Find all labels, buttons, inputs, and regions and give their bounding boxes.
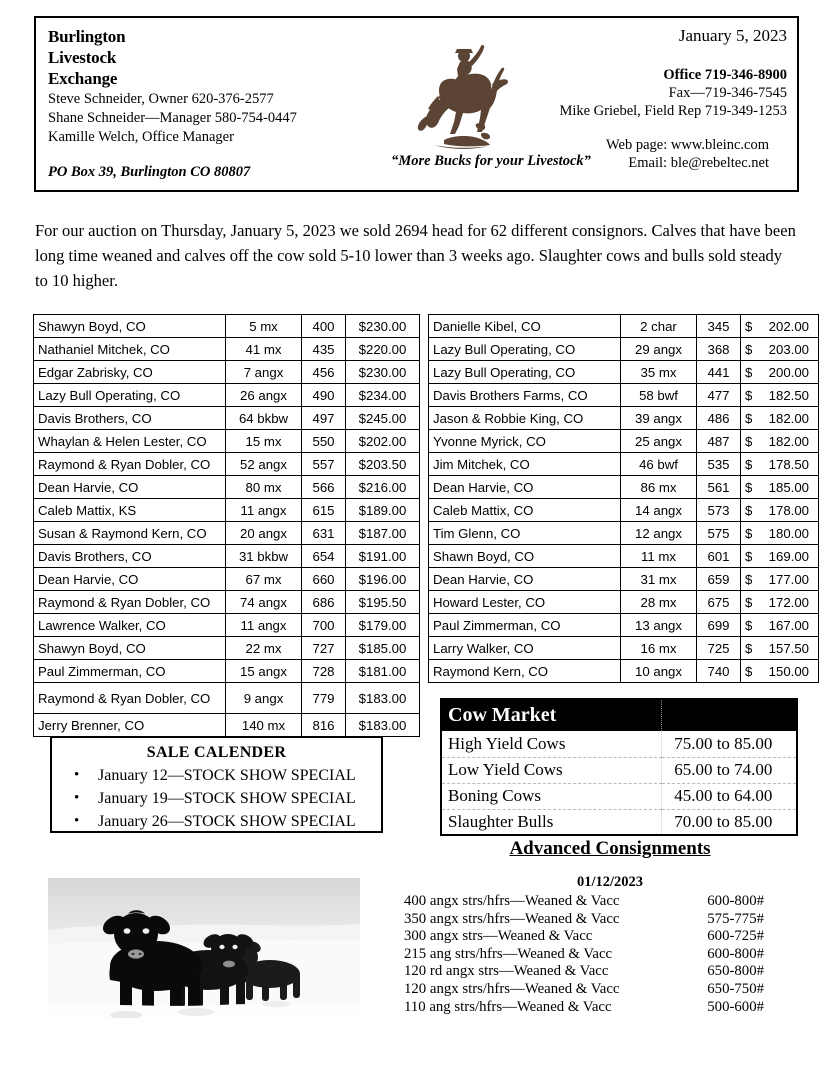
owner-contact: Steve Schneider, Owner 620-376-2577 (48, 91, 274, 107)
cell-amount: 203.00 (759, 338, 819, 361)
cell-name: Caleb Mattix, CO (429, 499, 621, 522)
cell-name: Howard Lester, CO (429, 591, 621, 614)
cell-name: Dean Harvie, CO (429, 568, 621, 591)
cell-price: $202.00 (346, 430, 420, 453)
advanced-consignments-list (404, 893, 764, 1016)
consignment-weight: 575-775# (707, 910, 764, 927)
consignment-row (404, 893, 764, 911)
cell-desc: 31 mx (621, 568, 697, 591)
cell-currency: $ (741, 637, 759, 660)
cell-price: $220.00 (346, 338, 420, 361)
table-row (34, 568, 420, 591)
cell-name: Edgar Zabrisky, CO (34, 361, 226, 384)
company-name-line-3: Exchange (48, 69, 118, 88)
consignment-weight: 600-800# (707, 945, 764, 962)
cell-weight: 400 (302, 315, 346, 338)
cell-name: Dean Harvie, CO (429, 476, 621, 499)
cow-market-title: Cow Market (441, 699, 662, 731)
office-manager-contact: Kamille Welch, Office Manager (48, 129, 234, 145)
table-row (429, 338, 819, 361)
cell-weight: 487 (697, 430, 741, 453)
cell-desc: 64 bkbw (226, 407, 302, 430)
cell-name: Caleb Mattix, KS (34, 499, 226, 522)
field-rep-contact: Mike Griebel, Field Rep 719-349-1253 (559, 103, 787, 119)
cell-name: Jason & Robbie King, CO (429, 407, 621, 430)
table-row (429, 591, 819, 614)
cell-name: Dean Harvie, CO (34, 568, 226, 591)
cell-weight: 699 (697, 614, 741, 637)
cow-market-label: High Yield Cows (441, 731, 662, 757)
web-contact (457, 136, 787, 172)
cell-desc: 20 angx (226, 522, 302, 545)
table-row (34, 637, 420, 660)
cell-desc: 74 angx (226, 591, 302, 614)
table-row (34, 614, 420, 637)
sales-results-table-right (428, 314, 819, 683)
cow-market-value: 70.00 to 85.00 (662, 809, 797, 835)
table-row (429, 568, 819, 591)
cell-amount: 202.00 (759, 315, 819, 338)
cell-desc: 52 angx (226, 453, 302, 476)
cell-currency: $ (741, 384, 759, 407)
cell-weight: 575 (697, 522, 741, 545)
cell-desc: 11 angx (226, 614, 302, 637)
cell-desc: 41 mx (226, 338, 302, 361)
cell-amount: 185.00 (759, 476, 819, 499)
consignment-row (404, 981, 764, 999)
cell-weight: 435 (302, 338, 346, 361)
cell-name: Shawyn Boyd, CO (34, 315, 226, 338)
consignment-description: 110 ang strs/hfrs—Weaned & Vacc (404, 998, 612, 1015)
cell-amount: 172.00 (759, 591, 819, 614)
consignment-description: 215 ang strs/hfrs—Weaned & Vacc (404, 945, 613, 962)
cell-weight: 368 (697, 338, 741, 361)
cell-name: Danielle Kibel, CO (429, 315, 621, 338)
cell-name: Lazy Bull Operating, CO (429, 338, 621, 361)
cow-market-row (441, 757, 797, 783)
cell-desc: 29 angx (621, 338, 697, 361)
cell-price: $234.00 (346, 384, 420, 407)
cell-currency: $ (741, 545, 759, 568)
consignment-weight: 500-600# (707, 998, 764, 1015)
cell-weight: 727 (302, 637, 346, 660)
cell-weight: 654 (302, 545, 346, 568)
cow-market-value: 45.00 to 64.00 (662, 783, 797, 809)
company-slogan: “More Bucks for your Livestock” (391, 153, 591, 169)
cell-currency: $ (741, 522, 759, 545)
cell-name: Paul Zimmerman, CO (34, 660, 226, 683)
consignment-weight: 650-800# (707, 963, 764, 980)
letterhead-left-block (48, 26, 378, 181)
cow-market-value: 65.00 to 74.00 (662, 757, 797, 783)
cell-weight: 660 (302, 568, 346, 591)
table-row (429, 430, 819, 453)
cell-name: Jim Mitchek, CO (429, 453, 621, 476)
cell-desc: 35 mx (621, 361, 697, 384)
cell-weight: 441 (697, 361, 741, 384)
cell-desc: 25 angx (621, 430, 697, 453)
table-row (34, 660, 420, 683)
cell-name: Paul Zimmerman, CO (429, 614, 621, 637)
cow-market-body (441, 699, 797, 835)
sales-results-table-left (33, 314, 420, 737)
cell-desc: 13 angx (621, 614, 697, 637)
cell-name: Raymond & Ryan Dobler, CO (34, 683, 226, 714)
cell-name: Lazy Bull Operating, CO (34, 384, 226, 407)
consignment-row (404, 911, 764, 929)
cell-weight: 561 (697, 476, 741, 499)
manager-contact: Shane Schneider—Manager 580-754-0447 (48, 110, 297, 126)
cell-price: $185.00 (346, 637, 420, 660)
cow-market-row (441, 783, 797, 809)
letterhead-right-block (457, 26, 787, 172)
cell-desc: 58 bwf (621, 384, 697, 407)
cell-price: $245.00 (346, 407, 420, 430)
table-row (34, 384, 420, 407)
sale-calendar-box (50, 736, 383, 833)
cow-market-header-spacer (662, 699, 797, 731)
table-row (429, 545, 819, 568)
cell-amount: 182.00 (759, 407, 819, 430)
cell-desc: 26 angx (226, 384, 302, 407)
cell-weight: 631 (302, 522, 346, 545)
cell-currency: $ (741, 407, 759, 430)
cow-market-label: Slaughter Bulls (448, 811, 554, 831)
cell-currency: $ (741, 476, 759, 499)
cell-currency: $ (741, 499, 759, 522)
consignment-description: 400 angx strs/hfrs—Weaned & Vacc (404, 893, 620, 909)
consignment-row (404, 999, 764, 1017)
cow-market-row (441, 809, 797, 835)
cell-amount: 177.00 (759, 568, 819, 591)
table-row (429, 660, 819, 683)
table-row (429, 637, 819, 660)
table-row (34, 522, 420, 545)
cell-currency: $ (741, 660, 759, 683)
sales-left-body (34, 315, 420, 737)
cell-name: Shawyn Boyd, CO (34, 637, 226, 660)
cell-amount: 167.00 (759, 614, 819, 637)
cell-price: $187.00 (346, 522, 420, 545)
cell-weight: 345 (697, 315, 741, 338)
cell-amount: 182.00 (759, 430, 819, 453)
company-name-line-1: Burlington (48, 27, 126, 46)
cell-currency: $ (741, 338, 759, 361)
cell-weight: 573 (697, 499, 741, 522)
cell-price: $196.00 (346, 568, 420, 591)
cell-name: Whaylan & Helen Lester, CO (34, 430, 226, 453)
table-row (34, 338, 420, 361)
cell-price: $181.00 (346, 660, 420, 683)
cell-weight: 477 (697, 384, 741, 407)
cell-amount: 178.00 (759, 499, 819, 522)
cell-currency: $ (741, 591, 759, 614)
sales-right-body (429, 315, 819, 683)
table-row (429, 476, 819, 499)
cell-name: Lazy Bull Operating, CO (429, 361, 621, 384)
cell-amount: 182.50 (759, 384, 819, 407)
cell-desc: 15 angx (226, 660, 302, 683)
auction-summary-paragraph: For our auction on Thursday, January 5, 2023 we sold 2694 head for 62 different consignors. Calves that have been long time weaned and calves off the cow sold 5-10 lower than 3 weeks ago. Slaughter cows and bulls sold steady to 10 higher. (35, 221, 796, 290)
black-angus-cattle-in-snow-photo (48, 878, 360, 1018)
office-phone: Office 719-346-8900 (663, 67, 787, 83)
cell-weight: 728 (302, 660, 346, 683)
cell-desc: 140 mx (226, 714, 302, 737)
table-row (34, 430, 420, 453)
cell-desc: 39 angx (621, 407, 697, 430)
cell-price: $195.50 (346, 591, 420, 614)
cell-desc: 86 mx (621, 476, 697, 499)
cell-price: $191.00 (346, 545, 420, 568)
table-row (34, 714, 420, 737)
cell-name: Lawrence Walker, CO (34, 614, 226, 637)
web-page: Web page: www.bleinc.com (606, 137, 769, 153)
advanced-consignments-date: 01/12/2023 (576, 874, 644, 890)
cell-weight: 779 (302, 683, 346, 714)
company-name-line-2: Livestock (48, 48, 117, 67)
cell-weight: 557 (302, 453, 346, 476)
cell-weight: 725 (697, 637, 741, 660)
fax-number: Fax—719-346-7545 (668, 85, 787, 101)
report-date: January 5, 2023 (678, 26, 787, 45)
table-row (429, 499, 819, 522)
cell-name: Raymond & Ryan Dobler, CO (34, 453, 226, 476)
cell-currency: $ (741, 315, 759, 338)
cell-desc: 9 angx (226, 683, 302, 714)
company-name (48, 26, 378, 89)
cow-market-value: 75.00 to 85.00 (662, 731, 797, 757)
consignment-row (404, 963, 764, 981)
cell-weight: 490 (302, 384, 346, 407)
cow-market-row (441, 731, 797, 757)
sale-calendar-item: • January 12—STOCK SHOW SPECIAL (52, 764, 381, 787)
cell-name: Shawn Boyd, CO (429, 545, 621, 568)
consignment-description: 120 angx strs/hfrs—Weaned & Vacc (404, 980, 620, 997)
cell-price: $230.00 (346, 361, 420, 384)
cell-price: $230.00 (346, 315, 420, 338)
cell-price: $216.00 (346, 476, 420, 499)
cell-desc: 14 angx (621, 499, 697, 522)
cell-weight: 456 (302, 361, 346, 384)
cell-desc: 46 bwf (621, 453, 697, 476)
table-row (34, 683, 420, 714)
cell-price: $179.00 (346, 614, 420, 637)
cell-amount: 169.00 (759, 545, 819, 568)
cell-desc: 22 mx (226, 637, 302, 660)
cell-currency: $ (741, 568, 759, 591)
cell-desc: 11 mx (621, 545, 697, 568)
cell-desc: 28 mx (621, 591, 697, 614)
cell-desc: 12 angx (621, 522, 697, 545)
cell-desc: 15 mx (226, 430, 302, 453)
consignment-description: 300 angx strs—Weaned & Vacc (404, 928, 593, 945)
cell-name: Davis Brothers, CO (34, 545, 226, 568)
table-row (34, 315, 420, 338)
sale-calendar-list (52, 764, 381, 833)
cell-weight: 486 (697, 407, 741, 430)
table-row (34, 545, 420, 568)
cell-weight: 566 (302, 476, 346, 499)
consignment-description: 350 angx strs/hfrs—Weaned & Vacc (404, 910, 620, 927)
consignment-description: 120 rd angx strs—Weaned & Vacc (404, 963, 609, 980)
cell-desc: 16 mx (621, 637, 697, 660)
sale-calendar-item: • January 19—STOCK SHOW SPECIAL (52, 787, 381, 810)
cell-currency: $ (741, 614, 759, 637)
cell-weight: 740 (697, 660, 741, 683)
cell-name: Raymond Kern, CO (429, 660, 621, 683)
cow-market-table (440, 698, 798, 836)
cell-price: $203.50 (346, 453, 420, 476)
cell-name: Tim Glenn, CO (429, 522, 621, 545)
cell-weight: 497 (302, 407, 346, 430)
consignment-row (404, 946, 764, 964)
cell-currency: $ (741, 453, 759, 476)
cell-weight: 550 (302, 430, 346, 453)
cell-amount: 178.50 (759, 453, 819, 476)
cell-weight: 615 (302, 499, 346, 522)
cell-name: Jerry Brenner, CO (34, 714, 226, 737)
cell-name: Davis Brothers Farms, CO (429, 384, 621, 407)
cell-desc: 5 mx (226, 315, 302, 338)
cell-name: Larry Walker, CO (429, 637, 621, 660)
cell-desc: 10 angx (621, 660, 697, 683)
cell-price: $183.00 (346, 714, 420, 737)
cell-name: Davis Brothers, CO (34, 407, 226, 430)
sale-calendar-title: SALE CALENDER (146, 744, 287, 761)
advanced-consignments-title: Advanced Consignments (509, 838, 711, 859)
cell-amount: 150.00 (759, 660, 819, 683)
table-row (429, 407, 819, 430)
email-address: Email: ble@rebeltec.net (628, 155, 769, 171)
cell-desc: 67 mx (226, 568, 302, 591)
cell-weight: 601 (697, 545, 741, 568)
consignment-row (404, 928, 764, 946)
cell-desc: 80 mx (226, 476, 302, 499)
consignment-weight: 600-725# (707, 928, 764, 945)
table-row (429, 315, 819, 338)
cell-price: $183.00 (346, 683, 420, 714)
table-row (429, 361, 819, 384)
cell-name: Susan & Raymond Kern, CO (34, 522, 226, 545)
cell-weight: 700 (302, 614, 346, 637)
table-row (34, 591, 420, 614)
table-row (34, 453, 420, 476)
table-row (429, 614, 819, 637)
table-row (34, 361, 420, 384)
cow-market-label: Boning Cows (441, 783, 662, 809)
cell-desc: 11 angx (226, 499, 302, 522)
cattle-photo-graphic (48, 878, 360, 1018)
table-row (34, 407, 420, 430)
letterhead (34, 16, 799, 192)
cell-amount: 200.00 (759, 361, 819, 384)
mailing-address: PO Box 39, Burlington CO 80807 (48, 164, 251, 180)
cell-currency: $ (741, 361, 759, 384)
table-row (34, 499, 420, 522)
cell-name: Yvonne Myrick, CO (429, 430, 621, 453)
table-row (429, 453, 819, 476)
cell-weight: 816 (302, 714, 346, 737)
table-row (429, 522, 819, 545)
table-row (34, 476, 420, 499)
cell-name: Nathaniel Mitchek, CO (34, 338, 226, 361)
cow-market-header-row (441, 699, 797, 731)
cow-market-label: Low Yield Cows (441, 757, 662, 783)
cell-amount: 157.50 (759, 637, 819, 660)
cell-weight: 535 (697, 453, 741, 476)
cell-weight: 659 (697, 568, 741, 591)
cell-price: $189.00 (346, 499, 420, 522)
table-row (429, 384, 819, 407)
consignment-weight: 650-750# (707, 980, 764, 997)
cell-weight: 686 (302, 591, 346, 614)
cell-name: Raymond & Ryan Dobler, CO (34, 591, 226, 614)
cell-amount: 180.00 (759, 522, 819, 545)
consignment-weight: 600-800# (707, 893, 764, 909)
cell-desc: 7 angx (226, 361, 302, 384)
cell-currency: $ (741, 430, 759, 453)
cell-desc: 2 char (621, 315, 697, 338)
sale-calendar-item: • January 26—STOCK SHOW SPECIAL (52, 810, 381, 833)
cell-weight: 675 (697, 591, 741, 614)
cell-desc: 31 bkbw (226, 545, 302, 568)
cell-name: Dean Harvie, CO (34, 476, 226, 499)
